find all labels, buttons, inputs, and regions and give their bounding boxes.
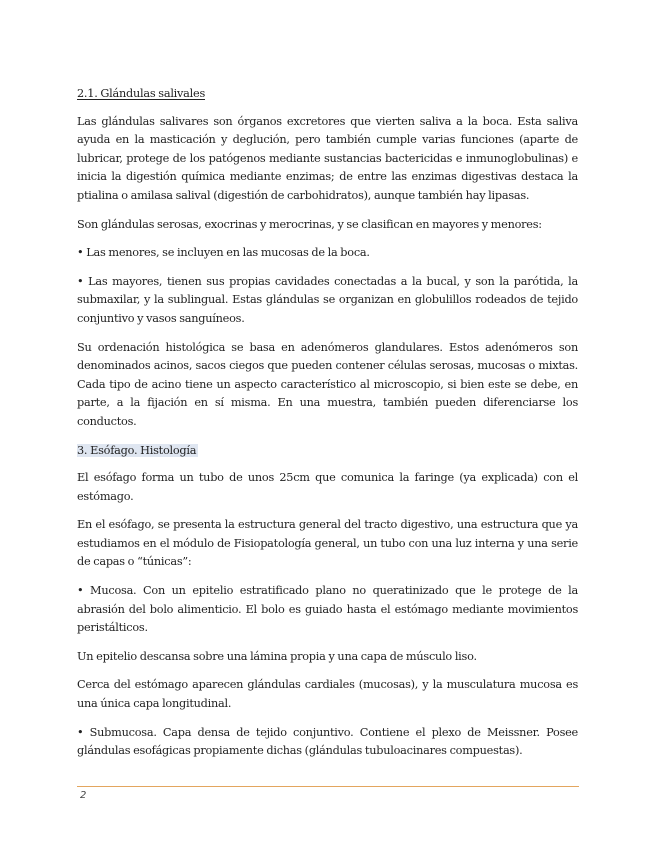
- paragraph-esophagus-intro: El esófago forma un tubo de unos 25cm que comunica la faringe (ya explicada) con el estómago.: [77, 471, 578, 503]
- section-heading-salivary-glands: [77, 85, 578, 104]
- document-body: [77, 85, 578, 771]
- footer-divider: [77, 786, 579, 787]
- paragraph-epithelium: Un epitelio descansa sobre una lámina propia y una capa de músculo liso.: [77, 649, 477, 663]
- bullet-major-glands: • Las mayores, tienen sus propias cavidades conectadas a la bucal, y son la parótida, la submaxilar, y la sublingual. Estas glándulas se organizan en globulillos rodeados de tejido conjuntivo y vasos sanguíneos.: [77, 274, 578, 325]
- bullet-minor-glands: • Las menores, se incluyen en las mucosas de la boca.: [77, 246, 370, 260]
- paragraph-esophagus-structure: En el esófago, se presenta la estructura general del tracto digestivo, una estructura que ya estudiamos en el módulo de Fisiopatología general, un tubo con una luz interna y una serie de capas o “túnicas”:: [77, 518, 578, 569]
- paragraph-classification: Son glándulas serosas, exocrinas y merocrinas, y se clasifican en mayores y menores:: [77, 217, 542, 231]
- bullet-submucosa: • Submucosa. Capa densa de tejido conjuntivo. Contiene el plexo de Meissner. Posee glándulas esofágicas propiamente dichas (glándulas tubuloacinares compuestas).: [77, 725, 578, 758]
- section-heading-esophagus: [77, 442, 578, 461]
- paragraph-histology: Su ordenación histológica se basa en adenómeros glandulares. Estos adenómeros son denominados acinos, sacos ciegos que pueden contener células serosas, mucosas o mixtas. Cada tipo de acino tiene un aspecto característico al microscopio, si bien este se debe, en parte, a la fijación en sí misma. En una muestra, también pueden diferenciarse los conductos.: [77, 340, 578, 428]
- section-heading-salivary-glands-text: 2.1. Glándulas salivales: [77, 87, 206, 100]
- paragraph-salivary-intro: Las glándulas salivares son órganos excretores que vierten saliva a la boca. Esta saliva ayuda en la masticación y deglución, pero también cumple varias funciones (aparte de lubricar, protege de los patógenos mediante sustancias bactericidas e inmunoglobulinas) e inicia la digestión química mediante enzimas; de entre las enzimas digestivas destaca la ptialina o amilasa salival (digestión de carbohidratos), aunque también hay lipasas.: [77, 114, 578, 202]
- page-number: 2: [80, 790, 87, 801]
- paragraph-cardiac-glands: Cerca del estómago aparecen glándulas cardiales (mucosas), y la musculatura mucosa es una única capa longitudinal.: [77, 678, 578, 711]
- section-heading-esophagus-text: 3. Esófago. Histología: [77, 443, 197, 457]
- bullet-mucosa: • Mucosa. Con un epitelio estratificado plano no queratinizado que le protege de la abrasión del bolo alimenticio. El bolo es guiado hasta el estómago mediante movimientos peristálticos.: [77, 584, 578, 635]
